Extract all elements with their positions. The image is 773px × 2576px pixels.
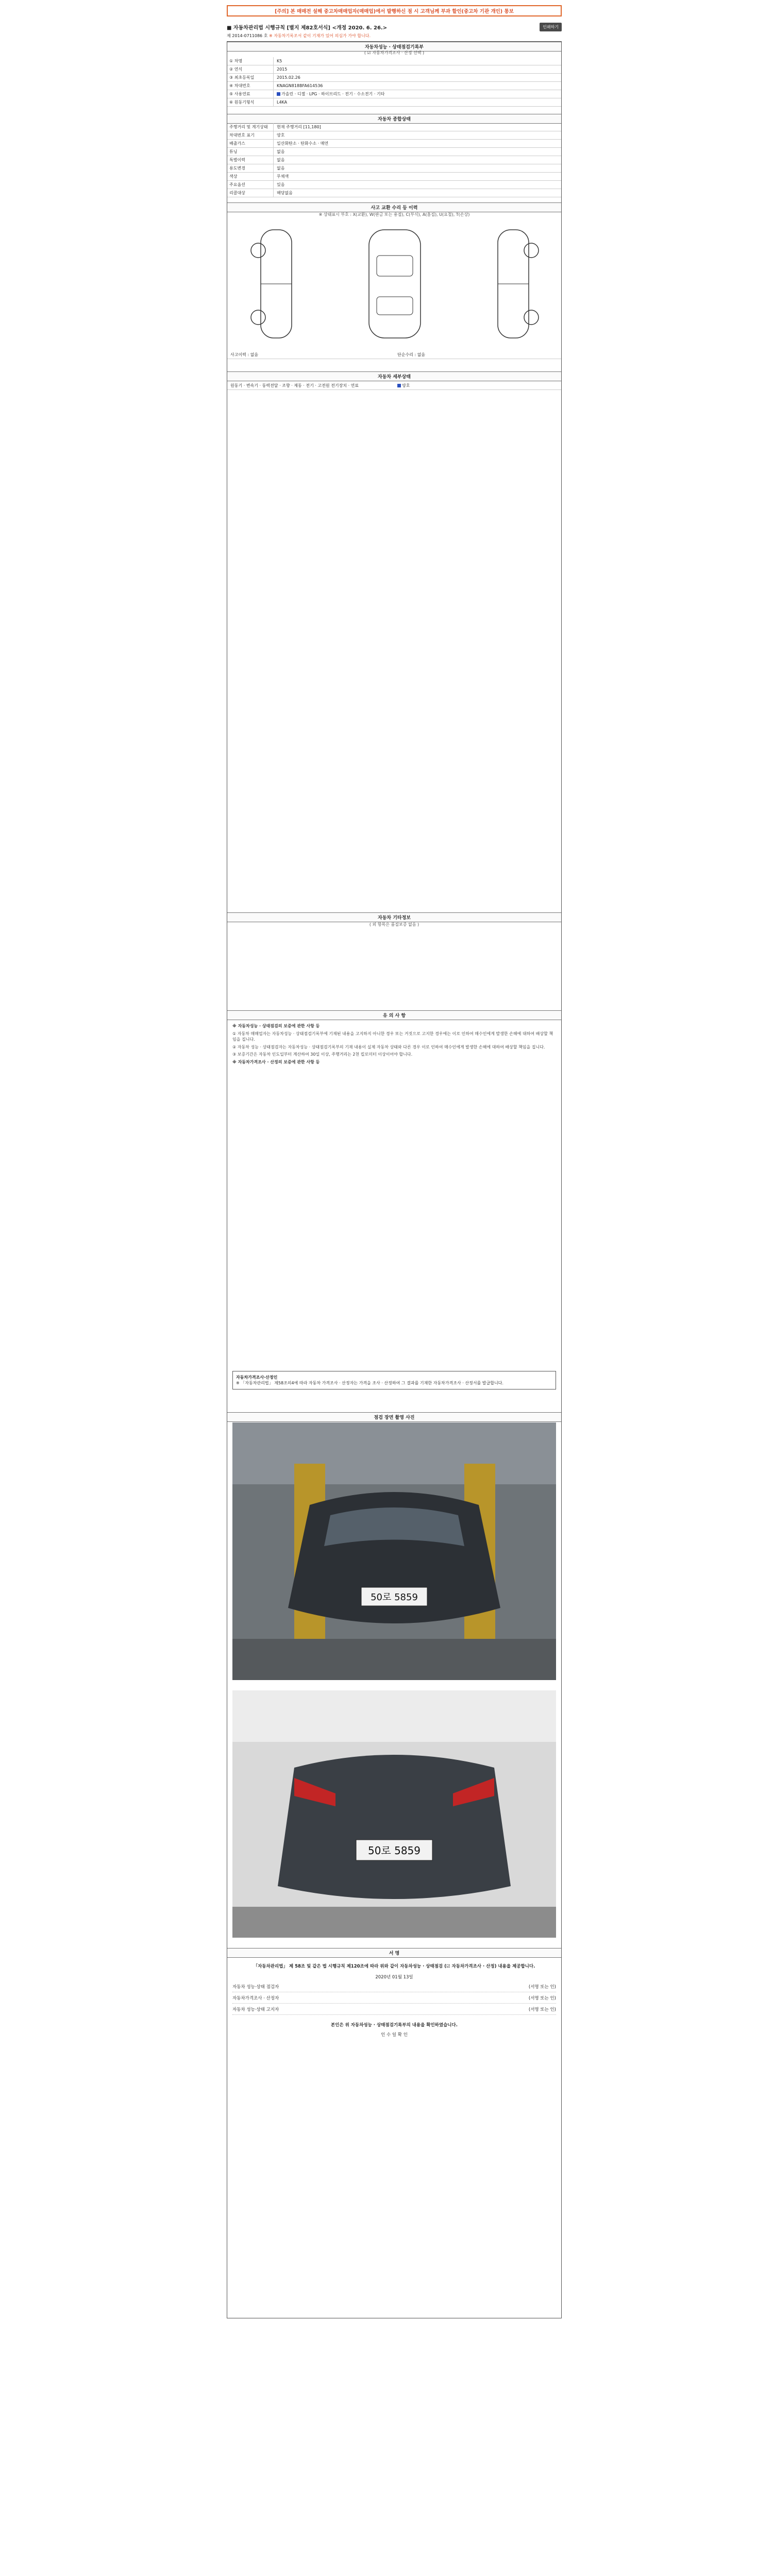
table-row xyxy=(227,181,561,189)
report-frame xyxy=(227,41,562,2318)
other-note: ( 외 항목은 품질보증 없음 ) xyxy=(369,922,419,927)
notice-line: ※ 자동차가격조사 · 산정의 보증에 관한 사항 등 xyxy=(232,1059,320,1064)
signature-block xyxy=(232,1963,556,2039)
signer-value: (서명 또는 인) xyxy=(528,1995,556,2001)
basic-info-table xyxy=(227,57,561,107)
row-label: ② 연식 xyxy=(227,65,274,73)
section-detail-title: 자동차 세부상태 xyxy=(227,371,561,381)
table-row xyxy=(227,382,561,390)
row-label: ④ 차대번호 xyxy=(227,82,274,90)
table-row xyxy=(227,74,561,82)
signer-label: 자동차 성능·상태 고지자 xyxy=(232,2007,279,2012)
status-label: 양호 xyxy=(402,383,410,388)
detail-items: 원동기 · 변속기 · 동력전달 · 조향 · 제동 · 전기 · 고전원 전기장치 · 연료 xyxy=(230,383,359,388)
row-label: ⑤ 사용연료 xyxy=(227,90,274,98)
inspection-photo-rear xyxy=(232,1690,556,1938)
notice-line: ③ 보증기간은 자동차 인도일부터 계산하여 30일 이상, 주행거리는 2천 킬로미터 이상이어야 합니다. xyxy=(232,1052,413,1057)
signature-notice: 「자동차관리법」 제 58조 및 같은 법 시행규칙 제120조에 따라 위와 같이 자동차성능 · 상태점검 (☑ 자동차가격조사 · 산정) 내용을 제공합니다. xyxy=(253,1964,535,1969)
notice-line: ② 자동차 성능 · 상태점검자는 자동차성능 · 상태점검기록부의 기재 내용이 실제 자동차 상태와 다른 경우 이로 인하여 매수인에게 발생한 손해에 대하여 배상할 책임을 집니다. xyxy=(232,1044,545,1049)
row-label: 주행거리 및 계기상태 xyxy=(227,123,274,131)
warning-banner xyxy=(227,5,562,16)
row-label: 리콜대상 xyxy=(227,189,274,197)
detail-status xyxy=(394,383,561,388)
appraiser-body: ※ 「자동차관리법」 제58조의4에 따라 자동차 가격조사 · 산정자는 가격을 조사 · 산정하여 그 결과를 기재한 자동차가격조사 · 산정서를 발급합니다. xyxy=(236,1381,503,1385)
section-basic-info-title: 자동차성능 · 상태점검기록부 xyxy=(227,42,561,52)
plate-front: 50로 5859 xyxy=(371,1592,418,1603)
overall-table xyxy=(227,123,561,197)
table-row xyxy=(227,189,561,197)
row-label: 색상 xyxy=(227,173,274,180)
checkbox-icon xyxy=(277,92,280,96)
table-row xyxy=(227,173,561,181)
row-value: L4KA xyxy=(277,100,288,105)
row-label: 배출가스 xyxy=(227,140,274,147)
doc-number: 제 2014-0711086 호 xyxy=(227,33,268,38)
section-notice-title: 유 의 사 항 xyxy=(227,1010,561,1020)
fuel-options: 가솔린 · 디젤 · LPG · 하이브리드 · 전기 · 수소전기 · 기타 xyxy=(281,92,385,96)
detail-table xyxy=(227,382,561,907)
table-row xyxy=(227,131,561,140)
table-row xyxy=(227,82,561,90)
photos-title: 점검 장면 촬영 사진 xyxy=(227,1412,561,1422)
table-row xyxy=(227,123,561,131)
signature-row xyxy=(232,1992,556,2004)
signature-row xyxy=(232,1981,556,1992)
car-front-photo xyxy=(232,1422,556,1680)
section-accident-title: 사고 교환 수리 등 이력 xyxy=(227,202,561,212)
table-row xyxy=(227,148,561,156)
print-button[interactable]: 인쇄하기 xyxy=(540,23,562,31)
notice-line: ① 자동차 매매업자는 자동차성능 · 상태점검기록부에 기재된 내용을 고지하지 아니한 경우 또는 거짓으로 고지한 경우에는 이로 인하여 매수인에게 발생한 손해에 대하여 배상할 책임을 집니다. xyxy=(232,1031,553,1042)
notice-text xyxy=(232,1023,556,1066)
row-value: 일산화탄소 · 탄화수소 · 매연 xyxy=(277,141,329,146)
row-label: ① 차명 xyxy=(227,57,274,65)
table-row xyxy=(227,57,561,65)
row-value: 해당없음 xyxy=(277,191,293,195)
inspection-photo-front xyxy=(232,1422,556,1680)
row-value: 없음 xyxy=(277,166,285,171)
plate-rear: 50로 5859 xyxy=(367,1844,421,1857)
row-value: 양호 xyxy=(277,133,285,138)
signer-label: 자동차 성능·상태 점검자 xyxy=(232,1984,279,1990)
accident-legend: ※ 상태표시 부호 : X(교환), W(판금 또는 용접), C(부식), A(흠집), U(요철), T(손상) xyxy=(318,212,470,217)
signature-title: 서 명 xyxy=(227,1948,561,1958)
car-top-icon xyxy=(356,225,433,343)
row-value: 2015 xyxy=(277,67,288,72)
accident-history: 사고이력 : 없음 xyxy=(230,352,259,357)
table-row xyxy=(227,140,561,148)
row-value: 무채색 xyxy=(277,174,289,179)
recipient-text: 인 수 일 확 인 xyxy=(381,2032,408,2038)
table-row xyxy=(227,65,561,74)
row-label: ③ 최초등록일 xyxy=(227,74,274,81)
row-value: K5 xyxy=(277,59,282,63)
row-label: 주요옵션 xyxy=(227,181,274,189)
table-row xyxy=(227,156,561,164)
row-label: 차대번호 표기 xyxy=(227,131,274,139)
row-value: 없음 xyxy=(277,149,285,154)
row-value: KNAGN818BFA614536 xyxy=(277,83,323,88)
table-row xyxy=(227,98,561,107)
car-rear-photo xyxy=(232,1690,556,1938)
car-side-left-icon xyxy=(238,225,315,343)
signer-value: (서명 또는 인) xyxy=(528,2007,556,2012)
doc-title: ■ 자동차관리법 시행규칙 [별지 제82호서식] <개정 2020. 6. 26.> xyxy=(227,25,388,31)
closing-text: 본인은 위 자동차성능 · 상태점검기록부의 내용을 확인하였습니다. xyxy=(331,2023,458,2028)
row-label: 특별이력 xyxy=(227,156,274,164)
notice-line: ※ 자동차성능 · 상태점검의 보증에 관한 사항 등 xyxy=(232,1024,320,1028)
row-label: 튜닝 xyxy=(227,148,274,156)
table-row xyxy=(227,90,561,98)
row-value xyxy=(274,91,561,97)
signature-date: 2020년 01월 13일 xyxy=(375,1975,413,1980)
appraiser-title: 자동차가격조사·산정인 xyxy=(236,1375,278,1380)
car-diagram xyxy=(227,219,561,348)
signer-label: 자동차가격조사 · 산정자 xyxy=(232,1995,279,2001)
row-label: 용도변경 xyxy=(227,164,274,172)
row-value: 있음 xyxy=(277,182,285,187)
table-row xyxy=(227,164,561,173)
appraiser-box xyxy=(232,1371,556,1389)
car-side-right-icon xyxy=(475,225,552,343)
warning-text: [주의] 본 매매전 설해 중고차매매업자(매매업)에서 발행하신 점 시 고객님께 부과 할인(중고차 기관 개인) 통보 xyxy=(275,9,514,14)
checkbox-icon xyxy=(397,384,401,387)
row-value: 2015.02.26 xyxy=(277,75,300,80)
accident-summary xyxy=(227,351,561,359)
section-basic-info-subtitle: ( ☑ 자동차가격조사 · 산정 선택 ) xyxy=(364,50,425,55)
signature-row xyxy=(232,2004,556,2015)
red-note: ※ 자동차기록조서 같이 기재가 있어 의심가 가야 합니다. xyxy=(268,33,371,38)
section-other-title: 자동차 기타정보 xyxy=(227,912,561,922)
row-value: 없음 xyxy=(277,158,285,162)
simple-repair: 단순수리 : 없음 xyxy=(397,352,426,357)
title-row xyxy=(227,22,562,32)
meta-row xyxy=(227,33,562,39)
section-overall-title: 자동차 종합상태 xyxy=(227,114,561,124)
table-row xyxy=(227,351,561,359)
row-value: 현재 주행거리 [11,180] xyxy=(277,125,321,129)
signer-value: (서명 또는 인) xyxy=(528,1984,556,1990)
row-label: ⑥ 원동기형식 xyxy=(227,98,274,106)
